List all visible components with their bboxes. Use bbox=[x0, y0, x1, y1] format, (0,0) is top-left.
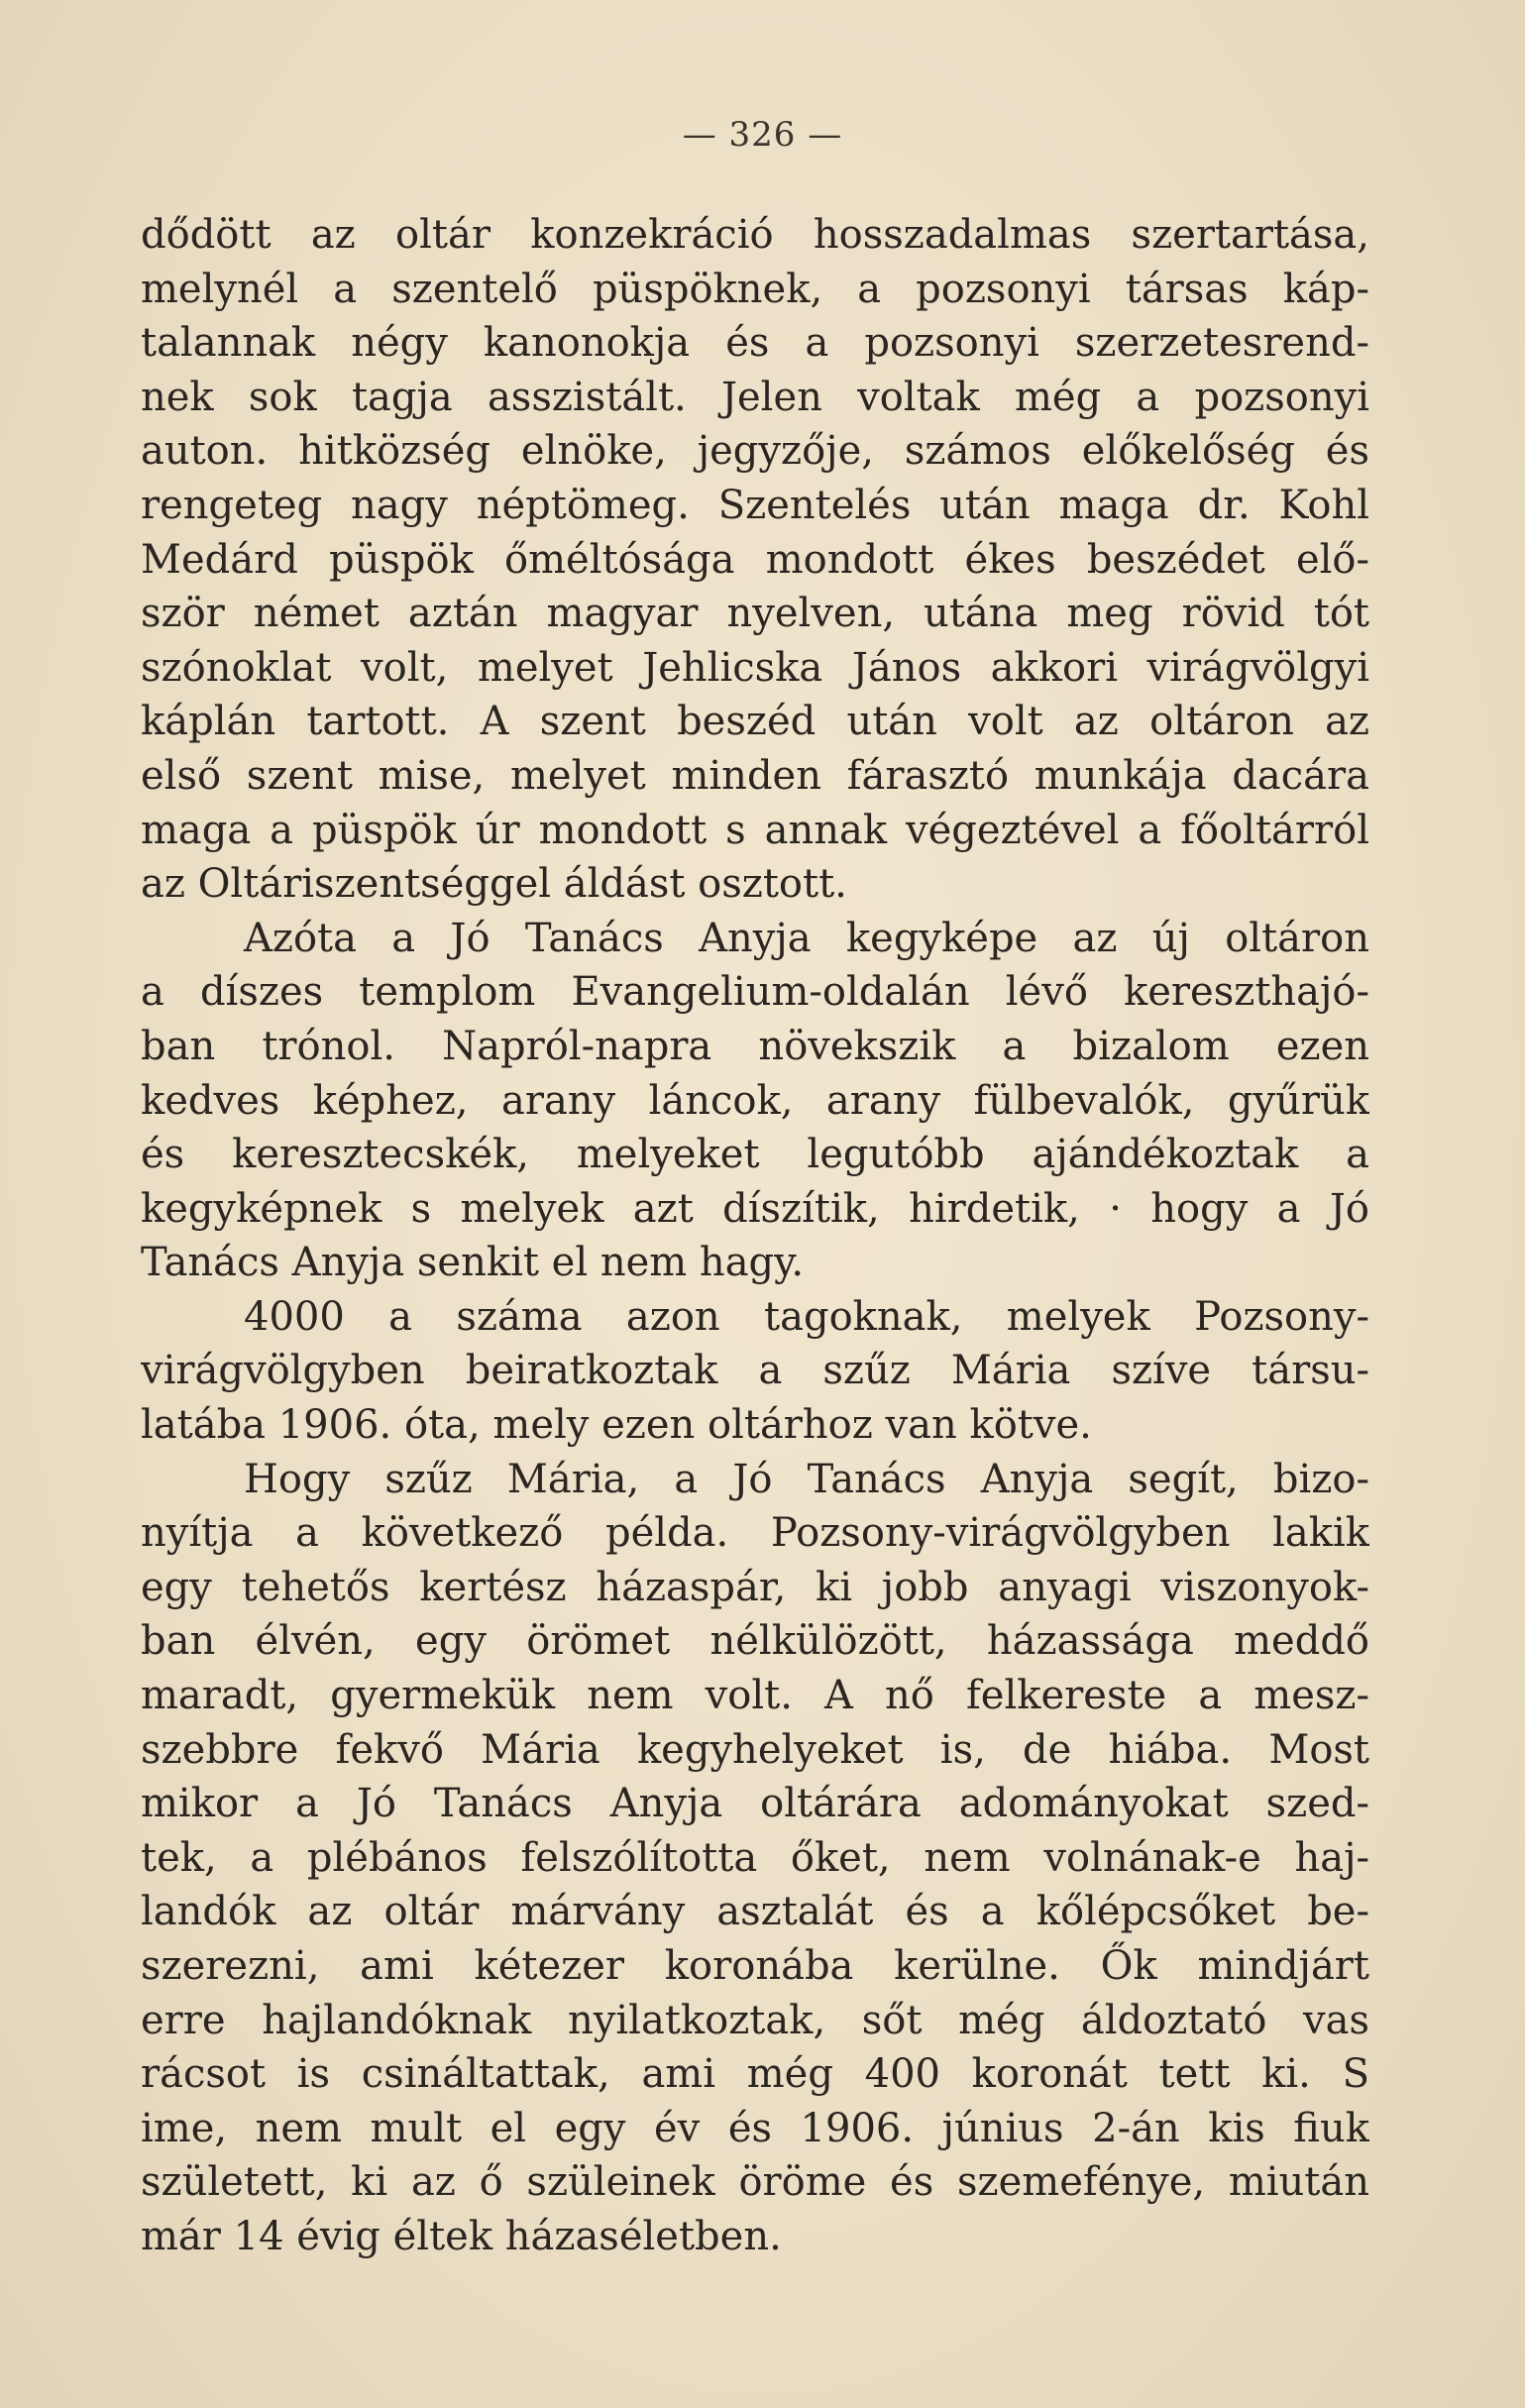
text-line: nyítja a következő példa. Pozsony-virágvölgyben lakik bbox=[141, 1510, 1369, 1557]
text-line: egy tehetős kertész házaspár, ki jobb anyagi viszonyok- bbox=[141, 1564, 1369, 1610]
text-line: auton. hitközség elnöke, jegyzője, számos előkelőség és bbox=[141, 428, 1369, 475]
text-line: rácsot is csináltattak, ami még 400 koronát tett ki. S bbox=[141, 2051, 1369, 2098]
text-line: Medárd püspök őméltósága mondott ékes beszédet elő- bbox=[141, 536, 1369, 583]
text-line: szerezni, ami kétezer koronába kerülne. Ők mindjárt bbox=[141, 1943, 1369, 1989]
text-line: és keresztecskék, melyeket legutóbb ajándékoztak a bbox=[141, 1132, 1369, 1178]
text-line: rengeteg nagy néptömeg. Szentelés után maga dr. Kohl bbox=[141, 482, 1369, 528]
text-line: kedves képhez, arany láncok, arany fülbevalók, gyűrük bbox=[141, 1077, 1369, 1124]
text-line: latába 1906. óta, mely ezen oltárhoz van kötve. bbox=[141, 1402, 1092, 1449]
text-line: melynél a szentelő püspöknek, a pozsonyi társas káp- bbox=[141, 266, 1369, 312]
text-line: ször német aztán magyar nyelven, utána meg rövid tót bbox=[141, 591, 1369, 637]
text-line: Azóta a Jó Tanács Anyja kegyképe az új oltáron bbox=[244, 915, 1369, 961]
text-line: káplán tartott. A szent beszéd után volt az oltáron az bbox=[141, 699, 1369, 745]
text-line: kegyképnek s melyek azt díszítik, hirdetik, · hogy a Jó bbox=[141, 1185, 1369, 1232]
text-line: első szent mise, melyet minden fárasztó munkája dacára bbox=[141, 752, 1369, 799]
text-line: szónoklat volt, melyet Jehlicska János akkori virágvölgyi bbox=[141, 644, 1369, 691]
text-line: virágvölgyben beiratkoztak a szűz Mária szíve társu- bbox=[141, 1348, 1369, 1394]
text-line: maga a püspök úr mondott s annak végeztével a főoltárról bbox=[141, 807, 1369, 853]
text-line: ban trónol. Napról-napra növekszik a bizalom ezen bbox=[141, 1023, 1369, 1069]
text-line: a díszes templom Evangelium-oldalán lévő kereszthajó- bbox=[141, 969, 1369, 1016]
page-number-header: — 326 — bbox=[682, 115, 843, 155]
text-line: ime, nem mult el egy év és 1906. június 2-án kis fiuk bbox=[141, 2105, 1369, 2151]
text-line: az Oltáriszentséggel áldást osztott. bbox=[141, 861, 847, 908]
text-line: ban élvén, egy örömet nélkülözött, házassága meddő bbox=[141, 1618, 1369, 1665]
text-line: már 14 évig éltek házaséletben. bbox=[141, 2213, 782, 2259]
text-line: erre hajlandóknak nyilatkoztak, sőt még áldoztató vas bbox=[141, 1997, 1369, 2043]
text-line: szebbre fekvő Mária kegyhelyeket is, de hiába. Most bbox=[141, 1726, 1369, 1773]
text-line: nek sok tagja asszistált. Jelen voltak még a pozsonyi bbox=[141, 374, 1369, 420]
body-text bbox=[141, 208, 1369, 2264]
text-line: Hogy szűz Mária, a Jó Tanács Anyja segít, bizo- bbox=[244, 1456, 1369, 1502]
text-line: született, ki az ő szüleinek öröme és szemefénye, miután bbox=[141, 2159, 1369, 2206]
text-line: mikor a Jó Tanács Anyja oltárára adományokat szed- bbox=[141, 1781, 1369, 1827]
text-line: maradt, gyermekük nem volt. A nő felkereste a mesz- bbox=[141, 1673, 1369, 1719]
text-line: tek, a plébános felszólította őket, nem volnának-e haj- bbox=[141, 1834, 1369, 1881]
text-line: Tanács Anyja senkit el nem hagy. bbox=[141, 1240, 805, 1286]
text-line: talannak négy kanonokja és a pozsonyi szerzetesrend- bbox=[141, 320, 1369, 367]
text-line: dődött az oltár konzekráció hosszadalmas szertartása, bbox=[141, 212, 1369, 258]
text-line: landók az oltár márvány asztalát és a kőlépcsőket be- bbox=[141, 1889, 1369, 1935]
text-line: 4000 a száma azon tagoknak, melyek Pozsony- bbox=[244, 1293, 1369, 1340]
